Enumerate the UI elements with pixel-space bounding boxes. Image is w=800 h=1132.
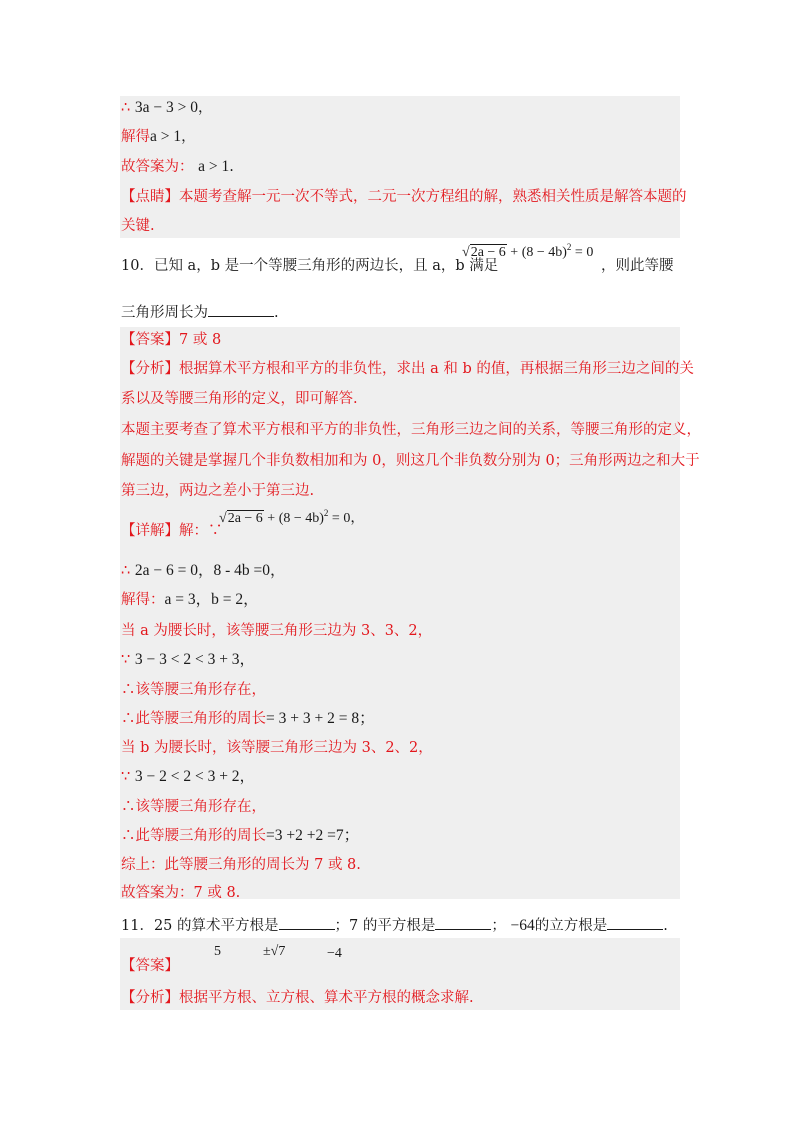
- q10-case-2-check: ∵ 3 − 2 < 2 < 3 + 2，: [121, 768, 256, 785]
- answer-blank: [279, 915, 335, 930]
- answer-tag: 【答案】: [121, 332, 179, 348]
- math-expression: a > 1: [150, 128, 182, 145]
- q10-stem-line-1: 10．已知 a，b 是一个等腰三角形的两边长，且 a，b 满足: [121, 258, 499, 274]
- q10-analysis-line-3: 本题主要考查了算术平方根和平方的非负性，三角形三边之间的关系，等腰三角形的定义，: [121, 422, 701, 438]
- answer-tag: 【答案】: [121, 958, 179, 974]
- q10-summary: 综上：此等腰三角形的周长为 7 或 8.: [121, 857, 361, 873]
- q10-stem-tail: ，则此等腰: [601, 258, 674, 274]
- comment-tag: 【点睛】: [121, 189, 179, 205]
- q10-step-2: 解得：a = 3，b = 2，: [121, 591, 259, 608]
- q10-answer-line: 【答案】7 或 8: [121, 332, 222, 348]
- answer-blank: [435, 915, 491, 930]
- q10-case-1-check: ∵ 3 − 3 < 2 < 3 + 3，: [121, 651, 256, 668]
- q10-case-1-exist: ∴该等腰三角形存在，: [121, 682, 266, 698]
- q10-step-1: ∴ 2a − 6 = 0，8 - 4b =0，: [121, 562, 286, 579]
- q11-answer-2: ±√7: [263, 944, 286, 959]
- q10-case-2: 当 b 为腰长时，该等腰三角形三边为 3、2、2，: [121, 740, 433, 756]
- q10-analysis-line-5: 第三边，两边之差小于第三边.: [121, 483, 315, 499]
- inequality-line: ∴ 3a − 3 > 0，: [121, 99, 213, 116]
- q11-analysis-line: 【分析】根据平方根、立方根、算术平方根的概念求解.: [121, 990, 474, 1006]
- q10-case-1: 当 a 为腰长时，该等腰三角形三边为 3、3、2，: [121, 623, 433, 639]
- q11-answer-1: 5: [214, 944, 221, 959]
- detail-tag: 【详解】: [121, 523, 179, 539]
- q10-final: 故答案为：7 或 8.: [121, 885, 241, 901]
- q11-answer-line: [121, 956, 681, 976]
- q10-case-2-exist: ∴该等腰三角形存在，: [121, 799, 266, 815]
- q10-detail-line: 【详解】解：∵: [121, 523, 223, 539]
- q10-analysis-line-2: 系以及等腰三角形的定义，即可解答.: [121, 391, 358, 407]
- q11-stem: 11．25 的算术平方根是 ；7 的平方根是 ； −64的立方根是 .: [121, 917, 668, 934]
- answer-blank: [208, 302, 274, 317]
- q10-stem-line-2: 三角形周长为 .: [121, 302, 681, 323]
- q11-answer-3: −4: [327, 946, 342, 961]
- q10-case-1-perimeter: ∴此等腰三角形的周长= 3 + 3 + 2 = 8；: [121, 710, 375, 727]
- analysis-tag: 【分析】: [121, 990, 179, 1006]
- math-expression: a > 1: [198, 158, 230, 175]
- q10-case-2-perimeter: ∴此等腰三角形的周长=3 +2 +2 =7；: [121, 827, 360, 844]
- comment-line-2: 关键.: [121, 218, 155, 234]
- answer-line: 故答案为： a > 1.: [121, 158, 234, 175]
- answer-blank: [607, 915, 663, 930]
- math-expression: 3a − 3 > 0: [134, 99, 198, 116]
- q10-analysis-line-1: 【分析】根据算术平方根和平方的非负性，求出 a 和 b 的值，再根据三角形三边之间的关: [121, 361, 694, 377]
- comment-line-1: 【点睛】本题考查解一元一次不等式，二元一次方程组的解，熟悉相关性质是解答本题的: [121, 189, 687, 205]
- analysis-tag: 【分析】: [121, 361, 179, 377]
- math-expression: −64: [510, 917, 535, 934]
- solve-line: 解得a > 1，: [121, 128, 196, 145]
- q10-stem-math: $√2a - 6 + (8 - 4b)^2 = 0$: [462, 242, 594, 260]
- q10-analysis-line-4: 解题的关键是掌握几个非负数相加和为 0，则这几个非负数分别为 0；三角形两边之和大于: [121, 453, 700, 469]
- q10-detail-math: $√2a - 6 + (8 - 4b)^2 = 0$，: [219, 508, 365, 526]
